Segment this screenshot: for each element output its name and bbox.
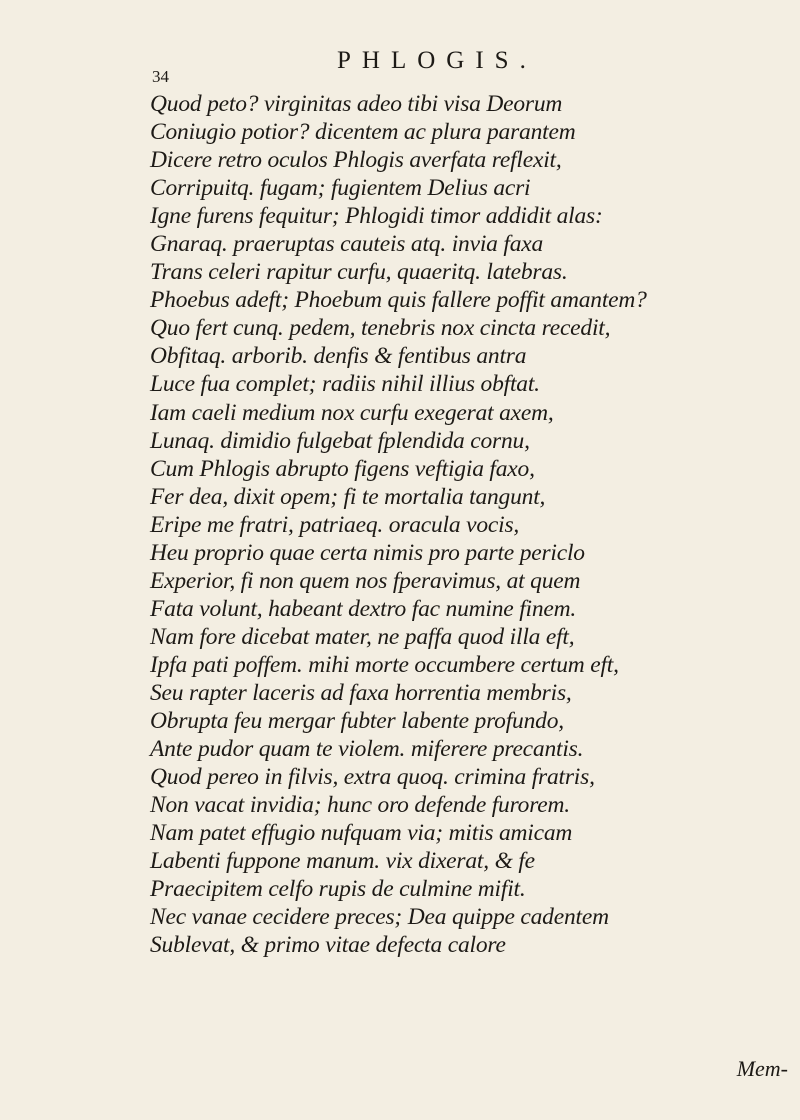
verse-line: Phoebus adeft; Phoebum quis fallere poffit amantem? [150,287,647,314]
verse-line: Nam patet effugio nufquam via; mitis amicam [150,820,573,847]
verse-line: Lunaq. dimidio fulgebat fplendida cornu, [150,427,530,454]
verse-line: Corripuitq. fugam; fugientem Delius acri [150,175,531,202]
running-title: PHLOGIS. [337,47,537,74]
verse-line: Cum Phlogis abrupto figens veftigia faxo, [150,455,535,482]
verse-line: Ante pudor quam te violem. miferere precantis. [150,736,584,763]
verse-line: Experior, fi non quem nos fperavimus, at quem [150,567,581,594]
verse-line: Nam fore dicebat mater, ne paffa quod illa eft, [150,623,575,650]
verse-line: Ipfa pati poffem. mihi morte occumbere certum eft, [150,651,619,678]
verse-line: Nec vanae cecidere preces; Dea quippe cadentem [150,904,609,931]
page-number: 34 [152,67,169,86]
verse-line: Seu rapter laceris ad faxa horrentia membris, [150,679,572,706]
verse-line: Quod pereo in filvis, extra quoq. crimina fratris, [150,764,595,791]
catchword: Mem- [736,1056,788,1081]
verse-line: Sublevat, & primo vitae defecta calore [150,932,506,959]
verse-line: Luce fua complet; radiis nihil illius obftat. [150,371,540,398]
verse-line: Quo fert cunq. pedem, tenebris nox cincta recedit, [150,315,611,342]
verse-line: Fata volunt, habeant dextro fac numine finem. [150,595,577,622]
verse-line: Iam caeli medium nox curfu exegerat axem, [150,399,554,426]
verse-line: Dicere retro oculos Phlogis averfata reflexit, [150,147,562,174]
verse-line: Heu proprio quae certa nimis pro parte periclo [150,539,585,566]
verse-line: Obrupta feu mergar fubter labente profundo, [150,708,564,735]
verse-line: Gnaraq. praeruptas cauteis atq. invia faxa [150,231,544,258]
poem-text [150,90,750,959]
verse-line: Eripe me fratri, patriaeq. oracula vocis, [150,511,520,538]
verse-line: Non vacat invidia; hunc oro defende furorem. [150,792,570,819]
verse-line: Igne furens fequitur; Phlogidi timor addidit alas: [150,203,603,230]
verse-line: Fer dea, dixit opem; fi te mortalia tangunt, [150,483,546,510]
verse-line: Labenti fuppone manum. vix dixerat, & fe [150,848,535,875]
verse-line: Praecipitem celfo rupis de culmine mifit. [150,876,526,903]
verse-line: Quod peto? virginitas adeo tibi visa Deorum [150,91,563,117]
verse-line: Coniugio potior? dicentem ac plura parantem [150,119,576,146]
verse-line: Obfitaq. arborib. denfis & fentibus antra [150,343,527,370]
running-head [0,47,800,86]
verse-line: Trans celeri rapitur curfu, quaeritq. latebras. [150,259,568,286]
